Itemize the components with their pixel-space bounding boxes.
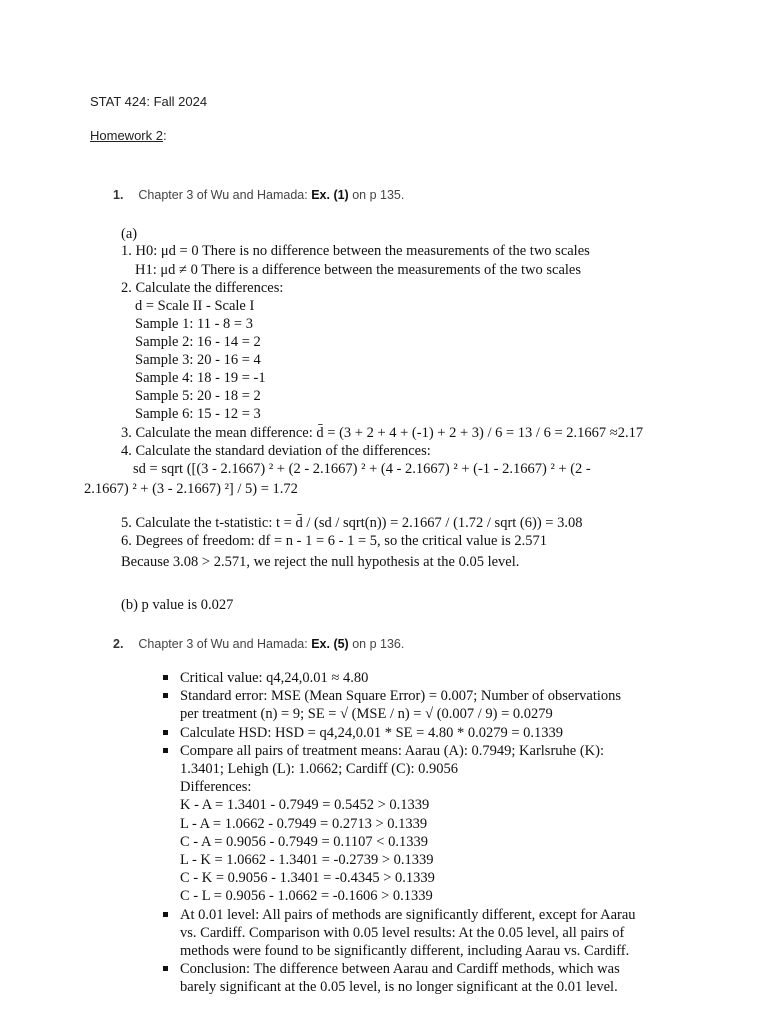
bullet-line: Standard error: MSE (Mean Square Error) = 0.007; Number of observations <box>180 688 622 705</box>
bullet-line: barely significant at the 0.05 level, is no longer significant at the 0.01 level. <box>180 979 618 996</box>
step-3: 3. Calculate the mean difference: d̄ = (3 + 2 + 4 + (-1) + 2 + 3) / 6 = 13 / 6 = 2.1667 ≈2.17 <box>121 425 644 441</box>
homework-title <box>90 128 167 143</box>
question-1-suffix: on p 135. <box>348 188 405 202</box>
q2-bullet-list <box>160 669 700 997</box>
bullet-line: At 0.01 level: All pairs of methods are significantly different, except for Aarau <box>180 906 636 923</box>
part-a-label: (a) <box>121 226 138 242</box>
sd-formula-line-1: sd = sqrt ([(3 - 2.1667) ² + (2 - 2.1667) ² + (4 - 2.1667) ² + (-1 - 2.1667) ² + (2 - <box>133 461 591 477</box>
bullet-line: Conclusion: The difference between Aarau and Cardiff methods, which was <box>180 961 620 978</box>
bullet-standard-error <box>160 687 700 723</box>
question-2-number: 2. <box>113 637 124 651</box>
sd-formula-line-2: 2.1667) ² + (3 - 2.1667) ²] / 5) = 1.72 <box>84 481 298 497</box>
bullet-line: Differences: <box>180 779 252 796</box>
step-4: 4. Calculate the standard deviation of the differences: <box>121 443 431 459</box>
q1-conclusion: Because 3.08 > 2.571, we reject the null hypothesis at the 0.05 level. <box>121 554 520 570</box>
bullet-conclusion <box>160 960 700 996</box>
bullet-compare-pairs <box>160 742 700 906</box>
sample-line: Sample 3: 20 - 16 = 4 <box>135 352 261 368</box>
bullet-critical-value <box>160 669 700 687</box>
sample-line: Sample 5: 20 - 18 = 2 <box>135 388 261 404</box>
homework-label: Homework 2 <box>90 128 163 143</box>
difference-definition: d = Scale II - Scale I <box>135 298 255 314</box>
homework-colon: : <box>162 128 167 143</box>
bullet-hsd <box>160 724 700 742</box>
hypothesis-h1: H1: μd ≠ 0 There is a difference between the measurements of the two scales <box>135 262 582 278</box>
difference-line: K - A = 1.3401 - 0.7949 = 0.5452 > 0.1339 <box>180 797 430 814</box>
question-2-prefix: Chapter 3 of Wu and Hamada: <box>138 637 312 651</box>
question-1-number: 1. <box>113 188 124 202</box>
bullet-line: Critical value: q4,24,0.01 ≈ 4.80 <box>180 670 369 686</box>
question-2-heading <box>113 637 404 651</box>
bullet-line: 1.3401; Lehigh (L): 1.0662; Cardiff (C): 0.9056 <box>180 761 459 778</box>
sample-line: Sample 6: 15 - 12 = 3 <box>135 406 261 422</box>
part-b: (b) p value is 0.027 <box>121 597 234 613</box>
difference-line: C - K = 0.9056 - 1.3401 = -0.4345 > 0.1339 <box>180 870 435 887</box>
question-1-ex: Ex. (1) <box>311 188 349 202</box>
course-title: STAT 424: Fall 2024 <box>90 94 208 109</box>
step-2: 2. Calculate the differences: <box>121 280 284 296</box>
sample-line: Sample 1: 11 - 8 = 3 <box>135 316 253 332</box>
bullet-line: per treatment (n) = 9; SE = √ (MSE / n) = √ (0.007 / 9) = 0.0279 <box>180 706 553 723</box>
hypothesis-h0: 1. H0: μd = 0 There is no difference between the measurements of the two scales <box>121 243 590 259</box>
step-6: 6. Degrees of freedom: df = n - 1 = 6 - 1 = 5, so the critical value is 2.571 <box>121 533 547 549</box>
difference-line: L - A = 1.0662 - 0.7949 = 0.2713 > 0.1339 <box>180 815 428 832</box>
bullet-significance-levels <box>160 906 700 961</box>
question-1-heading <box>113 188 404 202</box>
sample-line: Sample 4: 18 - 19 = -1 <box>135 370 266 386</box>
question-2-suffix: on p 136. <box>348 637 405 651</box>
step-5: 5. Calculate the t-statistic: t = d̄ / (sd / sqrt(n)) = 2.1667 / (1.72 / sqrt (6)) = 3.08 <box>121 515 583 531</box>
bullet-line: Calculate HSD: HSD = q4,24,0.01 * SE = 4.80 * 0.0279 = 0.1339 <box>180 724 563 741</box>
difference-line: C - A = 0.9056 - 0.7949 = 0.1107 < 0.1339 <box>180 833 428 850</box>
bullet-line: vs. Cardiff. Comparison with 0.05 level results: At the 0.05 level, all pairs of <box>180 924 625 941</box>
bullet-line: Compare all pairs of treatment means: Aarau (A): 0.7949; Karlsruhe (K): <box>180 742 604 759</box>
difference-line: C - L = 0.9056 - 1.0662 = -0.1606 > 0.1339 <box>180 888 433 905</box>
difference-line: L - K = 1.0662 - 1.3401 = -0.2739 > 0.1339 <box>180 852 434 869</box>
question-2-ex: Ex. (5) <box>311 637 349 651</box>
bullet-line: methods were found to be significantly different, including Aarau vs. Cardiff. <box>180 943 630 960</box>
question-1-prefix: Chapter 3 of Wu and Hamada: <box>138 188 312 202</box>
sample-line: Sample 2: 16 - 14 = 2 <box>135 334 261 350</box>
